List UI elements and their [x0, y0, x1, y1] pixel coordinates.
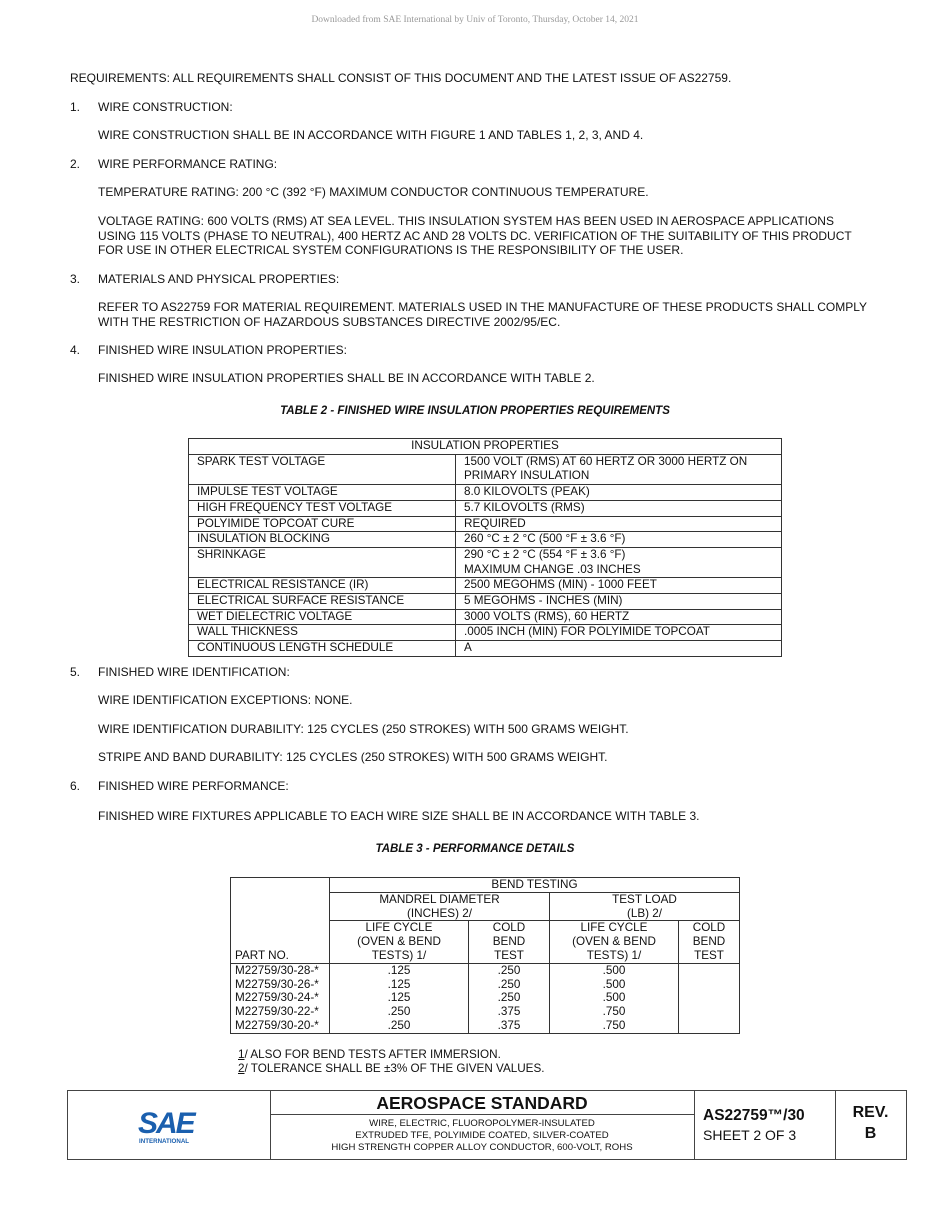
table-cell-line: 1500 VOLT (RMS) AT 60 HERTZ OR 3000 HERTZ ON	[464, 454, 748, 468]
revision-value: B	[864, 1125, 877, 1142]
section-5-number: 5.	[70, 665, 81, 679]
revision-label: REV.	[852, 1104, 889, 1121]
section-6-title: FINISHED WIRE PERFORMANCE:	[98, 779, 289, 793]
table-cell: M22759/30-28-*	[231, 963, 330, 977]
header-line: BEND	[692, 935, 726, 949]
section-3-title: MATERIALS AND PHYSICAL PROPERTIES:	[98, 272, 340, 286]
table-cell	[679, 978, 740, 992]
section-6-para-1: FINISHED WIRE FIXTURES APPLICABLE TO EACH WIRE SIZE SHALL BE IN ACCORDANCE WITH TABLE 3.	[98, 809, 700, 823]
table-cell: REQUIRED	[456, 516, 782, 532]
table-cell-line: MAXIMUM CHANGE .03 INCHES	[464, 562, 641, 576]
table-cell: 3000 VOLTS (RMS), 60 HERTZ	[456, 609, 782, 625]
section-2-title: WIRE PERFORMANCE RATING:	[98, 157, 278, 171]
table-cell: .0005 INCH (MIN) FOR POLYIMIDE TOPCOAT	[456, 625, 782, 641]
header-line: LIFE CYCLE	[365, 921, 433, 935]
section-6-number: 6.	[70, 779, 81, 793]
section-1-number: 1.	[70, 100, 81, 114]
header-line: COLD	[492, 921, 526, 935]
table-row	[231, 1019, 740, 1033]
sae-logo-subtext: INTERNATIONAL	[139, 1138, 190, 1145]
header-line: COLD	[692, 921, 726, 935]
table-cell-line: 290 °C ± 2 °C (554 °F ± 3.6 °F)	[464, 547, 626, 561]
document-description	[270, 1118, 694, 1154]
section-3-number: 3.	[70, 272, 81, 286]
header-line: TEST LOAD	[612, 892, 677, 906]
table-cell-line: PRIMARY INSULATION	[464, 469, 590, 483]
document-number: AS22759™/30	[703, 1107, 805, 1124]
table-cell: .500	[550, 991, 679, 1005]
table-row	[189, 516, 782, 532]
table-row	[231, 978, 740, 992]
table-cell	[679, 1019, 740, 1033]
table-cell: .500	[550, 963, 679, 977]
table-cell: POLYIMIDE TOPCOAT CURE	[189, 516, 456, 532]
bend-testing-header: BEND TESTING	[330, 878, 740, 893]
section-4-number: 4.	[70, 343, 81, 357]
section-4-title: FINISHED WIRE INSULATION PROPERTIES:	[98, 343, 347, 357]
part-no-header: PART NO.	[231, 878, 330, 964]
table-cell	[679, 991, 740, 1005]
table-cell: WALL THICKNESS	[189, 625, 456, 641]
table-row	[231, 963, 740, 977]
section-1-title: WIRE CONSTRUCTION:	[98, 100, 233, 114]
aerospace-standard-title: AEROSPACE STANDARD	[270, 1091, 694, 1115]
sae-international-logo	[138, 1105, 202, 1145]
table-row	[189, 594, 782, 610]
table-row	[189, 625, 782, 641]
header-line: TEST	[494, 948, 524, 962]
table-cell	[679, 1005, 740, 1019]
title-block	[67, 1090, 907, 1160]
table-row	[231, 1005, 740, 1019]
table-cell: 260 °C ± 2 °C (500 °F ± 3.6 °F)	[456, 532, 782, 548]
table-3-caption: TABLE 3 - PERFORMANCE DETAILS	[375, 843, 575, 855]
mandrel-cold-bend-header	[469, 921, 550, 963]
table-cell: 5 MEGOHMS - INCHES (MIN)	[456, 594, 782, 610]
section-1-para-1: WIRE CONSTRUCTION SHALL BE IN ACCORDANCE WITH FIGURE 1 AND TABLES 1, 2, 3, AND 4.	[98, 128, 644, 142]
header-line: (LB) 2/	[626, 906, 663, 920]
table-cell	[679, 963, 740, 977]
table-cell: 8.0 KILOVOLTS (PEAK)	[456, 485, 782, 501]
section-4-para-1: FINISHED WIRE INSULATION PROPERTIES SHALL BE IN ACCORDANCE WITH TABLE 2.	[98, 371, 595, 385]
table-cell: .375	[469, 1005, 550, 1019]
sheet-number: SHEET 2 OF 3	[703, 1127, 797, 1143]
title-block-logo-cell	[68, 1091, 271, 1159]
table-cell: .375	[469, 1019, 550, 1033]
table-cell	[456, 547, 782, 577]
header-line: (OVEN & BEND	[572, 935, 656, 949]
table-cell: .250	[469, 991, 550, 1005]
section-5-para-2: WIRE IDENTIFICATION DURABILITY: 125 CYCLES (250 STROKES) WITH 500 GRAMS WEIGHT.	[98, 722, 629, 736]
section-3-para-1: REFER TO AS22759 FOR MATERIAL REQUIREMENT. MATERIALS USED IN THE MANUFACTURE OF THESE PRODUCTS SHALL COMPLY WITH THE RESTRICTION OF HAZARDOUS SUBSTANCES DIRECTIVE 2002/95/EC.	[98, 300, 867, 329]
description-line: WIRE, ELECTRIC, FLUOROPOLYMER-INSULATED	[369, 1118, 595, 1129]
table-cell: .125	[330, 991, 469, 1005]
table-cell: 2500 MEGOHMS (MIN) - 1000 FEET	[456, 578, 782, 594]
section-5-para-1: WIRE IDENTIFICATION EXCEPTIONS: NONE.	[98, 693, 353, 707]
test-load-header	[550, 892, 740, 921]
table-cell: INSULATION BLOCKING	[189, 532, 456, 548]
table-row	[189, 641, 782, 657]
table-cell: .250	[469, 963, 550, 977]
table-cell: ELECTRICAL SURFACE RESISTANCE	[189, 594, 456, 610]
section-2-para-2: VOLTAGE RATING: 600 VOLTS (RMS) AT SEA LEVEL. THIS INSULATION SYSTEM HAS BEEN USED IN AEROSPACE APPLICATIONS USING 115 VOLTS (PHASE TO NEUTRAL), 400 HERTZ AC AND 28 VOLTS DC. VERIFICATION OF THE SUITABILITY OF THIS PRODUCT FOR USE IN OTHER ELECTRICAL SYSTEM CONFIGURATIONS IS THE RESPONSIBILITY OF THE USER.	[98, 214, 852, 258]
table-cell: ELECTRICAL RESISTANCE (IR)	[189, 578, 456, 594]
sae-logo-text: SAE	[138, 1107, 194, 1140]
mandrel-diameter-header	[330, 892, 550, 921]
table-2-caption: TABLE 2 - FINISHED WIRE INSULATION PROPERTIES REQUIREMENTS	[280, 405, 670, 417]
table-cell: SPARK TEST VOLTAGE	[189, 454, 456, 484]
table-cell: A	[456, 641, 782, 657]
table-3-footnote-2: 2/ TOLERANCE SHALL BE ±3% OF THE GIVEN VALUES.	[238, 1062, 545, 1075]
table-cell: IMPULSE TEST VOLTAGE	[189, 485, 456, 501]
table-cell	[456, 454, 782, 484]
header-line: LIFE CYCLE	[580, 921, 648, 935]
table-cell: 5.7 KILOVOLTS (RMS)	[456, 500, 782, 516]
table-cell: .750	[550, 1005, 679, 1019]
table-row	[189, 454, 782, 484]
table-cell: .125	[330, 963, 469, 977]
table-2-header: INSULATION PROPERTIES	[189, 439, 782, 455]
table-row	[189, 485, 782, 501]
section-5-title: FINISHED WIRE IDENTIFICATION:	[98, 665, 290, 679]
section-2-para-1: TEMPERATURE RATING: 200 °C (392 °F) MAXIMUM CONDUCTOR CONTINUOUS TEMPERATURE.	[98, 185, 649, 199]
download-watermark: Downloaded from SAE International by Univ of Toronto, Thursday, October 14, 2021	[311, 15, 639, 25]
header-line: TEST	[694, 948, 724, 962]
table-row	[189, 609, 782, 625]
table-cell: .250	[330, 1019, 469, 1033]
table-row	[231, 991, 740, 1005]
title-block-rev-cell	[835, 1091, 906, 1159]
table-3-footnote-1: 1/ ALSO FOR BEND TESTS AFTER IMMERSION.	[238, 1048, 501, 1061]
header-line: (INCHES) 2/	[407, 906, 472, 920]
header-line: BEND	[492, 935, 526, 949]
table-cell: CONTINUOUS LENGTH SCHEDULE	[189, 641, 456, 657]
table-cell: WET DIELECTRIC VOLTAGE	[189, 609, 456, 625]
section-5-para-3: STRIPE AND BAND DURABILITY: 125 CYCLES (250 STROKES) WITH 500 GRAMS WEIGHT.	[98, 750, 608, 764]
description-line: HIGH STRENGTH COPPER ALLOY CONDUCTOR, 600-VOLT, ROHS	[331, 1142, 633, 1153]
section-2-number: 2.	[70, 157, 81, 171]
table-3-performance-details	[230, 877, 740, 1034]
table-cell: HIGH FREQUENCY TEST VOLTAGE	[189, 500, 456, 516]
table-cell: .250	[469, 978, 550, 992]
load-life-cycle-header	[550, 921, 679, 963]
table-cell: SHRINKAGE	[189, 547, 456, 577]
table-cell: M22759/30-22-*	[231, 1005, 330, 1019]
table-row	[189, 500, 782, 516]
title-block-docno-cell	[694, 1091, 836, 1159]
load-cold-bend-header	[679, 921, 740, 963]
table-row	[189, 547, 782, 577]
table-cell: .125	[330, 978, 469, 992]
header-line: (OVEN & BEND	[357, 935, 441, 949]
table-row	[189, 578, 782, 594]
title-block-description-cell	[270, 1091, 695, 1159]
table-cell: .750	[550, 1019, 679, 1033]
table-2-insulation-properties	[188, 438, 782, 657]
table-cell: .250	[330, 1005, 469, 1019]
table-row	[189, 532, 782, 548]
table-cell: .500	[550, 978, 679, 992]
table-cell: M22759/30-24-*	[231, 991, 330, 1005]
header-line: MANDREL DIAMETER	[379, 892, 500, 906]
table-cell: M22759/30-26-*	[231, 978, 330, 992]
table-cell: M22759/30-20-*	[231, 1019, 330, 1033]
description-line: EXTRUDED TFE, POLYIMIDE COATED, SILVER-COATED	[355, 1130, 609, 1141]
header-line: TESTS) 1/	[371, 948, 427, 962]
header-line: TESTS) 1/	[586, 948, 642, 962]
mandrel-life-cycle-header	[330, 921, 469, 963]
requirements-statement: REQUIREMENTS: ALL REQUIREMENTS SHALL CONSIST OF THIS DOCUMENT AND THE LATEST ISSUE OF AS22759.	[70, 71, 732, 85]
